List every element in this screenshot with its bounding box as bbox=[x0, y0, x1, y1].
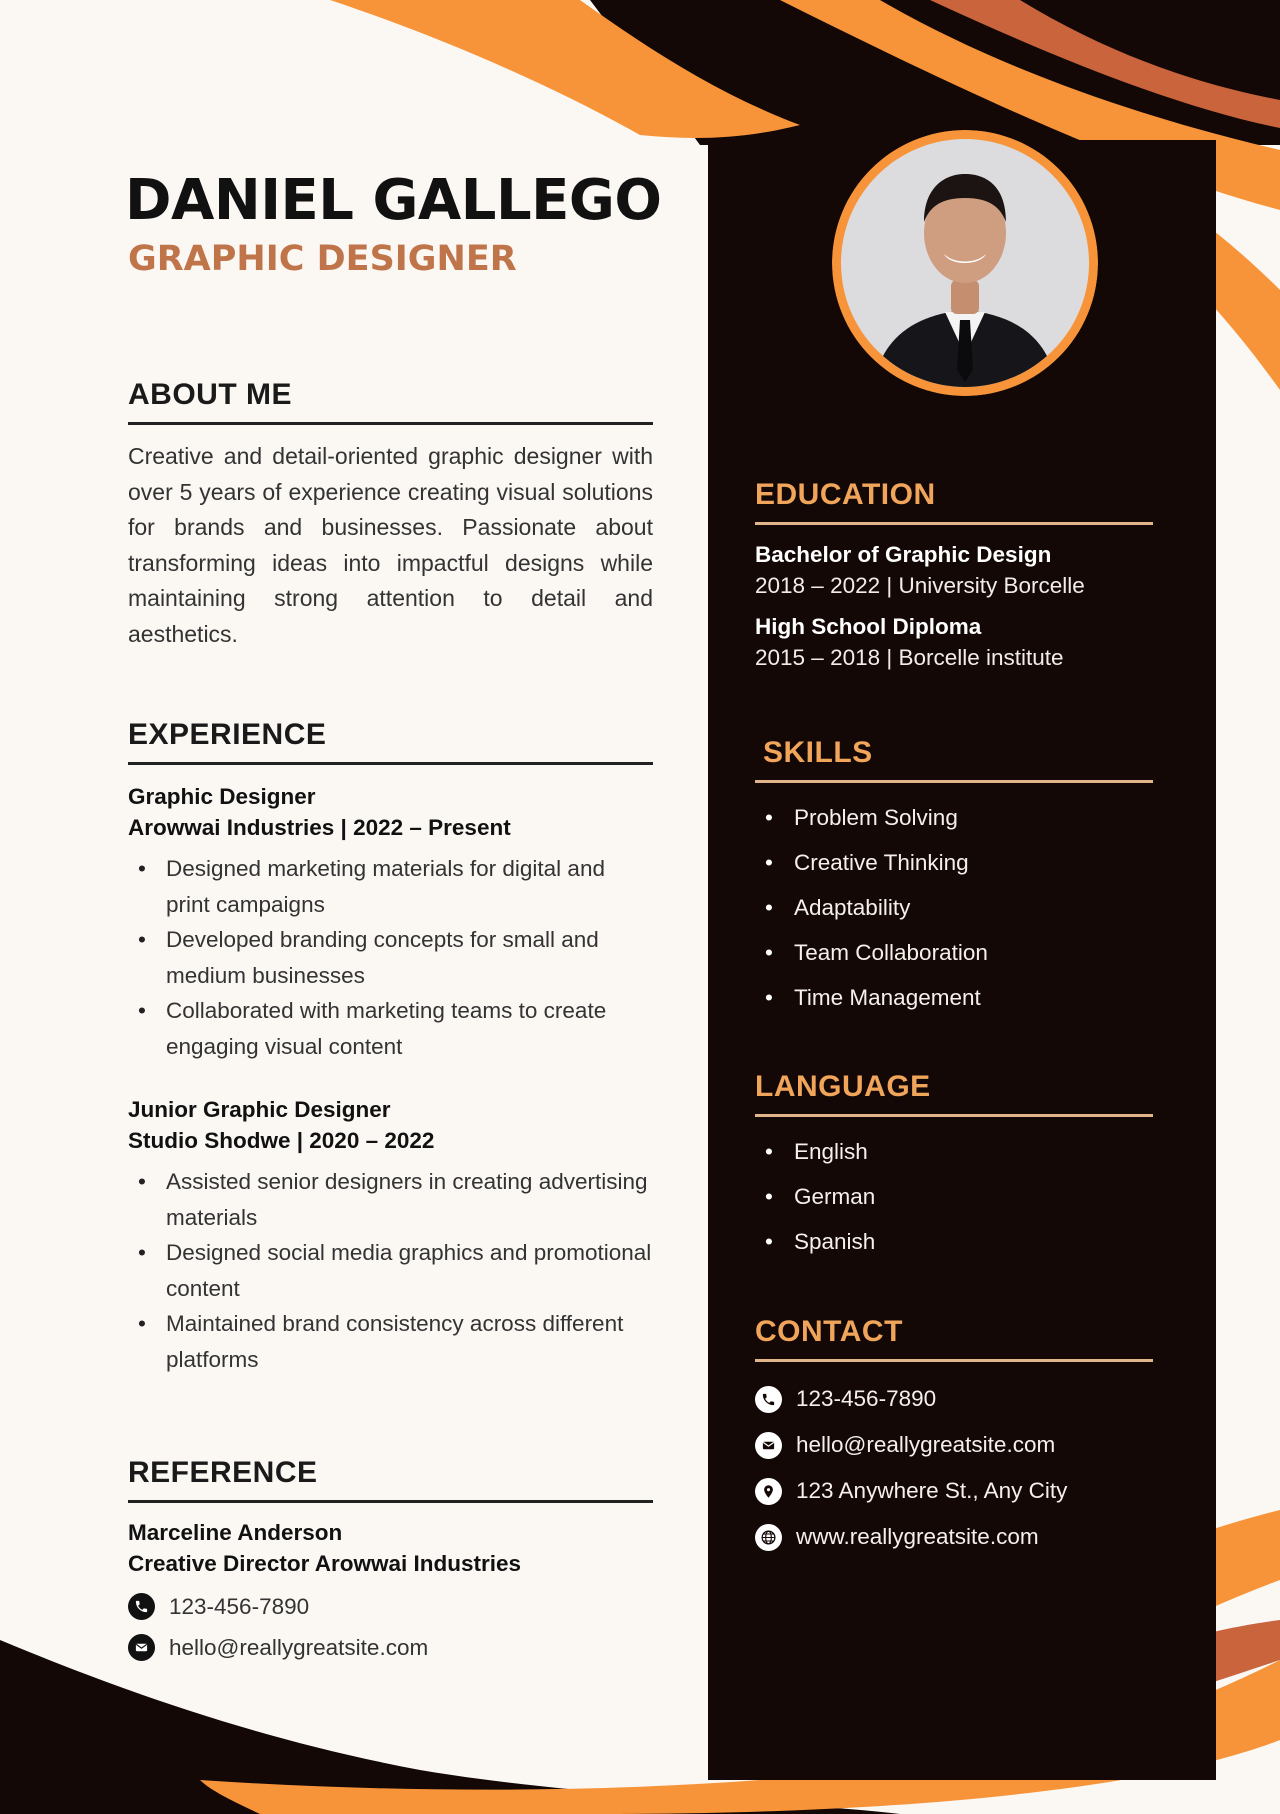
contact-section bbox=[755, 1315, 1153, 1560]
contact-address-text: 123 Anywhere St., Any City bbox=[796, 1478, 1068, 1503]
list-item: • Collaborated with marketing teams to create engaging visual content bbox=[128, 993, 653, 1064]
job-title: Graphic Designer bbox=[128, 784, 316, 809]
education-meta: 2018 – 2022 | University Borcelle bbox=[755, 573, 1085, 598]
reference-name: Marceline Anderson bbox=[128, 1520, 343, 1545]
reference-phone-text: 123-456-7890 bbox=[169, 1593, 310, 1619]
location-pin-icon bbox=[755, 1478, 782, 1505]
language-section bbox=[755, 1070, 1153, 1264]
list-item: • German bbox=[755, 1174, 1153, 1219]
job-org: Arowwai Industries | 2022 – Present bbox=[128, 815, 511, 840]
education-entry bbox=[755, 539, 1153, 601]
about-heading: ABOUT ME bbox=[128, 378, 653, 425]
reference-phone[interactable] bbox=[128, 1593, 653, 1620]
list-item: • Assisted senior designers in creating advertising materials bbox=[128, 1164, 653, 1235]
language-list bbox=[755, 1129, 1153, 1264]
skills-list bbox=[755, 795, 1153, 1020]
phone-icon bbox=[755, 1386, 782, 1413]
skills-section bbox=[755, 736, 1153, 1020]
contact-list bbox=[755, 1376, 1153, 1560]
contact-phone[interactable] bbox=[755, 1376, 1153, 1422]
job-role: GRAPHIC DESIGNER bbox=[128, 239, 517, 279]
education-title: High School Diploma bbox=[755, 614, 982, 639]
education-title: Bachelor of Graphic Design bbox=[755, 542, 1052, 567]
experience-heading: EXPERIENCE bbox=[128, 718, 653, 765]
job-entry bbox=[128, 1094, 653, 1377]
email-icon bbox=[128, 1634, 155, 1661]
list-item: • Team Collaboration bbox=[755, 930, 1153, 975]
education-entry bbox=[755, 611, 1153, 673]
education-heading: EDUCATION bbox=[755, 478, 1153, 525]
contact-website[interactable] bbox=[755, 1514, 1153, 1560]
list-item: • Spanish bbox=[755, 1219, 1153, 1264]
full-name: DANIEL GALLEGO bbox=[125, 168, 662, 233]
reference-role: Creative Director Arowwai Industries bbox=[128, 1551, 522, 1576]
email-icon bbox=[755, 1432, 782, 1459]
profile-photo bbox=[832, 130, 1098, 396]
reference-email[interactable] bbox=[128, 1634, 653, 1661]
contact-heading: CONTACT bbox=[755, 1315, 1153, 1362]
list-item: • English bbox=[755, 1129, 1153, 1174]
list-item: • Time Management bbox=[755, 975, 1153, 1020]
skills-heading: SKILLS bbox=[755, 736, 1153, 783]
contact-address[interactable] bbox=[755, 1468, 1153, 1514]
list-item: • Designed social media graphics and promotional content bbox=[128, 1235, 653, 1306]
job-entry bbox=[128, 781, 653, 1064]
education-meta: 2015 – 2018 | Borcelle institute bbox=[755, 645, 1064, 670]
job-bullets bbox=[128, 851, 653, 1064]
contact-phone-text: 123-456-7890 bbox=[796, 1386, 937, 1411]
job-title: Junior Graphic Designer bbox=[128, 1097, 391, 1122]
list-item: • Developed branding concepts for small and medium businesses bbox=[128, 922, 653, 993]
globe-icon bbox=[755, 1524, 782, 1551]
reference-section bbox=[128, 1456, 653, 1661]
education-section bbox=[755, 478, 1153, 673]
contact-email[interactable] bbox=[755, 1422, 1153, 1468]
list-item: • Designed marketing materials for digital and print campaigns bbox=[128, 851, 653, 922]
reference-heading: REFERENCE bbox=[128, 1456, 653, 1503]
job-org: Studio Shodwe | 2020 – 2022 bbox=[128, 1128, 435, 1153]
about-text: Creative and detail-oriented graphic designer with over 5 years of experience creating visual solutions for brands and businesses. Passionate about transforming ideas into impactful designs while maintaining strong attention to detail and aesthetics. bbox=[128, 443, 653, 647]
list-item: • Adaptability bbox=[755, 885, 1153, 930]
contact-website-text: www.reallygreatsite.com bbox=[796, 1524, 1039, 1549]
about-section bbox=[128, 378, 653, 652]
contact-email-text: hello@reallygreatsite.com bbox=[796, 1432, 1056, 1457]
reference-email-text: hello@reallygreatsite.com bbox=[169, 1634, 429, 1660]
phone-icon bbox=[128, 1593, 155, 1620]
experience-section bbox=[128, 718, 653, 1377]
language-heading: LANGUAGE bbox=[755, 1070, 1153, 1117]
list-item: • Problem Solving bbox=[755, 795, 1153, 840]
list-item: • Maintained brand consistency across different platforms bbox=[128, 1306, 653, 1377]
list-item: • Creative Thinking bbox=[755, 840, 1153, 885]
job-bullets bbox=[128, 1164, 653, 1377]
